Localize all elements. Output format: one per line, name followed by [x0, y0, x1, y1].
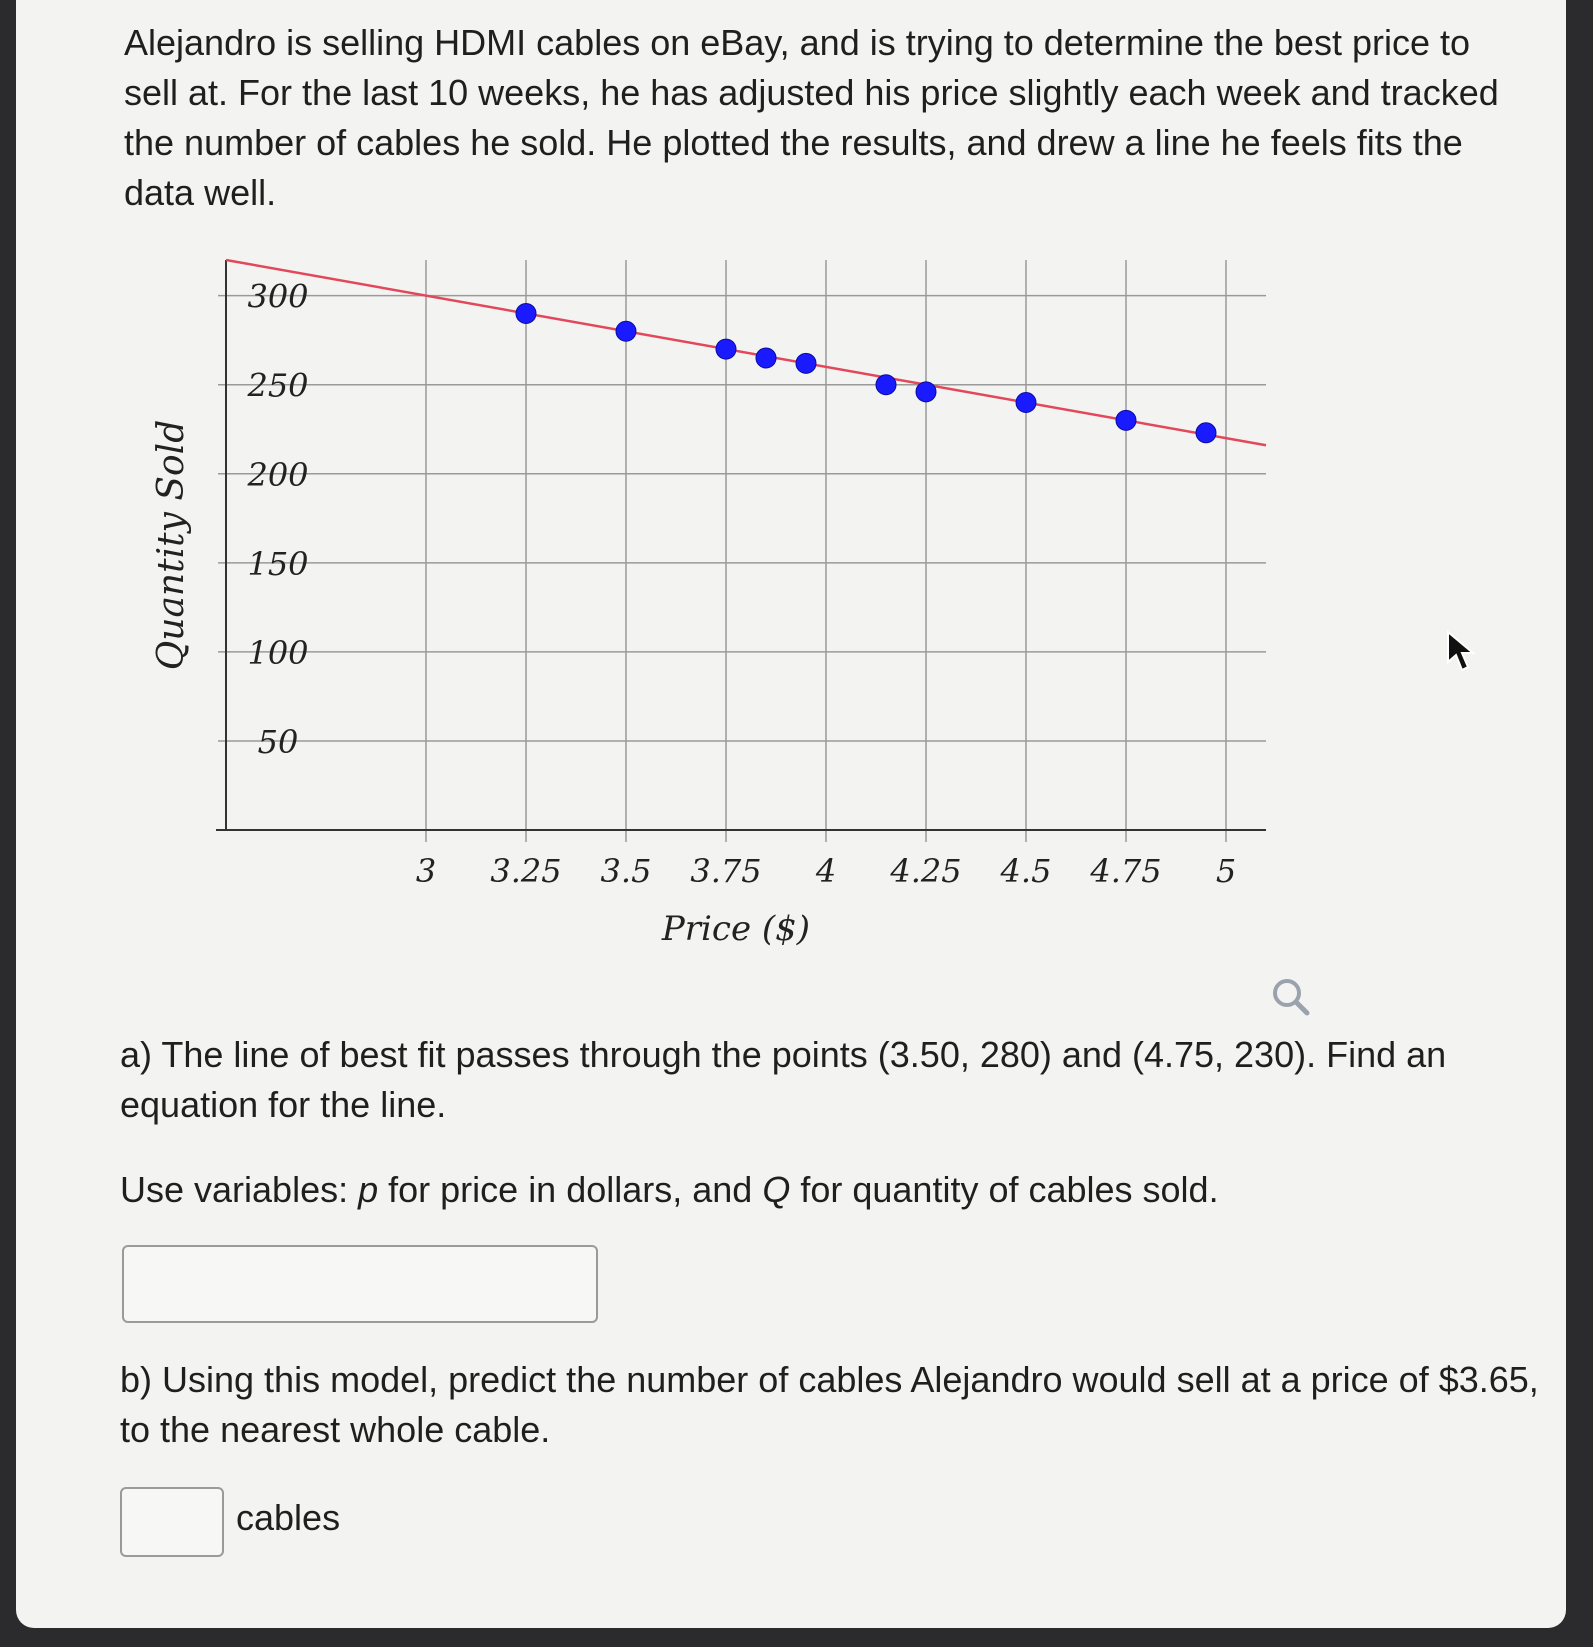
x-tick-label-2: 3.5: [600, 852, 652, 890]
data-point-6: [916, 382, 936, 402]
intro-text: Alejandro is selling HDMI cables on eBay, and is trying to determine the best price to sell at. For the last 10 weeks, he has adjusted his price slightly each week and tracked the number of cables he sold. He plotted the results, and drew a line he feels fits the data well.: [124, 22, 1499, 213]
x-tick-label-6: 4.5: [1000, 852, 1052, 890]
magnifier-icon[interactable]: [1269, 975, 1313, 1019]
y-tick-label-1: 100: [247, 633, 309, 672]
cables-unit-label: cables: [236, 1497, 341, 1538]
var-q: Q: [762, 1169, 791, 1210]
x-tick-label-1: 3.25: [490, 852, 562, 890]
y-tick-label-4: 250: [247, 366, 309, 405]
mouse-pointer-icon: [1446, 630, 1480, 674]
screen: [16, 0, 1566, 1628]
part-a-prompt: a) The line of best fit passes through the points (3.50, 280) and (4.75, 230). Find an equation for the line.: [120, 1034, 1447, 1125]
var-p: p: [358, 1169, 379, 1210]
data-point-2: [716, 339, 736, 359]
data-point-4: [796, 353, 816, 373]
x-axis-label: Price ($): [661, 909, 811, 949]
data-point-9: [1196, 423, 1216, 443]
x-tick-label-4: 4: [815, 852, 837, 890]
data-point-5: [876, 375, 896, 395]
x-tick-label-5: 4.25: [890, 852, 962, 890]
x-tick-label-8: 5: [1215, 852, 1237, 890]
data-point-1: [616, 321, 636, 341]
var-p-desc: for price in dollars, and: [378, 1169, 763, 1210]
var-q-desc: for quantity of cables sold.: [790, 1169, 1219, 1210]
x-tick-label-7: 4.75: [1090, 852, 1162, 890]
y-tick-label-2: 150: [247, 544, 309, 583]
y-axis-label: Quantity Sold: [151, 419, 192, 671]
variables-note: [120, 1165, 1540, 1215]
equation-answer-input[interactable]: [122, 1245, 598, 1323]
part-b-prompt: b) Using this model, predict the number of cables Alejandro would sell at a price of $3.65, to the nearest whole cable.: [120, 1359, 1539, 1450]
y-tick-label-3: 200: [247, 455, 309, 494]
data-point-0: [516, 303, 536, 323]
x-tick-label-3: 3.75: [690, 852, 762, 890]
data-point-7: [1016, 393, 1036, 413]
scatter-chart: [131, 255, 1371, 1015]
variables-prefix: Use variables:: [120, 1169, 359, 1210]
question-text: [124, 18, 1524, 218]
cables-answer-input[interactable]: [120, 1487, 224, 1557]
x-tick-label-0: 3: [415, 852, 437, 890]
chart-svg: [131, 255, 1371, 1015]
data-point-8: [1116, 410, 1136, 430]
y-tick-label-0: 50: [257, 722, 299, 761]
data-point-3: [756, 348, 776, 368]
best-fit-line: [226, 260, 1266, 445]
y-tick-label-5: 300: [247, 277, 309, 316]
